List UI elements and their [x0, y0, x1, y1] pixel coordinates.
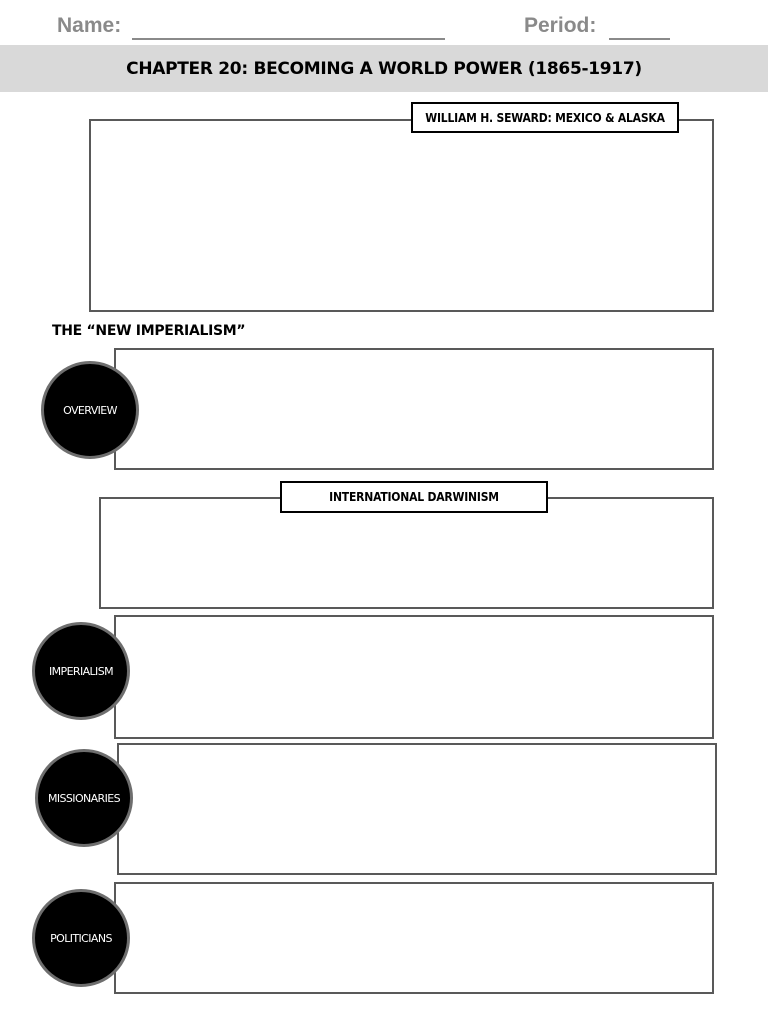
- period-label: Period:: [524, 14, 597, 37]
- imperialism-notes-box[interactable]: [114, 615, 714, 739]
- overview-circle: [41, 361, 139, 459]
- overview-circle-label: OVERVIEW: [63, 403, 117, 417]
- missionaries-notes-box[interactable]: [117, 743, 717, 875]
- missionaries-circle-label: MISSIONARIES: [48, 791, 120, 805]
- darwinism-notes-box[interactable]: [99, 497, 714, 609]
- overview-notes-box[interactable]: [114, 348, 714, 470]
- seward-notes-box[interactable]: [89, 119, 714, 312]
- imperialism-circle-label: IMPERIALISM: [49, 664, 113, 678]
- page-title: CHAPTER 20: BECOMING A WORLD POWER (1865-1917): [126, 58, 642, 79]
- imperialism-circle: [32, 622, 130, 720]
- politicians-notes-box[interactable]: [114, 882, 714, 994]
- politicians-circle-label: POLITICIANS: [50, 931, 112, 945]
- name-label: Name:: [57, 14, 122, 37]
- darwinism-box-label: INTERNATIONAL DARWINISM: [280, 481, 548, 513]
- period-blank-line[interactable]: [609, 38, 670, 40]
- new-imperialism-heading: THE “NEW IMPERIALISM”: [52, 323, 246, 339]
- name-blank-line[interactable]: [132, 38, 445, 40]
- title-bar: [0, 45, 768, 92]
- politicians-circle: [32, 889, 130, 987]
- missionaries-circle: [35, 749, 133, 847]
- seward-box-label: WILLIAM H. SEWARD: MEXICO & ALASKA: [411, 102, 679, 133]
